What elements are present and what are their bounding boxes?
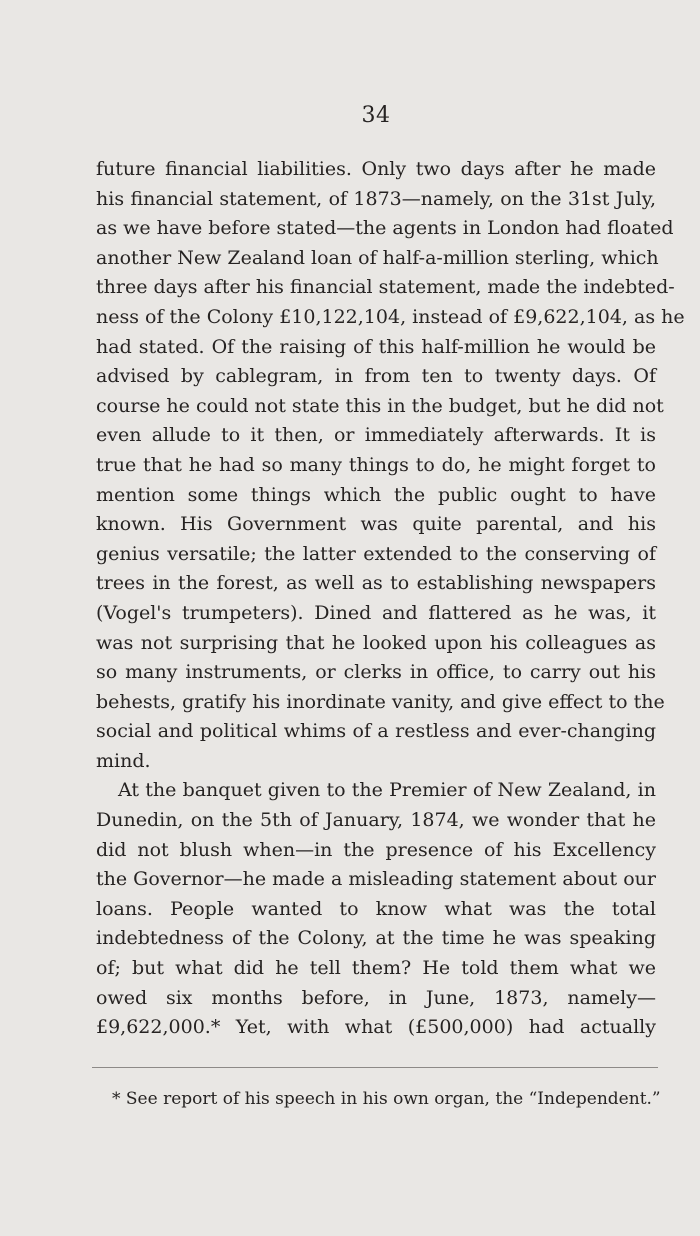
text-line: ness of the Colony £10,122,104, instead of £9,622,104, as he xyxy=(96,305,685,328)
text-line: had stated. Of the raising of this half-million he would be xyxy=(96,335,656,358)
text-line: social and political whims of a restless and ever-changing xyxy=(96,720,656,743)
text-line: owed six months before, in June, 1873, namely— xyxy=(96,986,656,1009)
body-text xyxy=(96,155,685,1043)
text-line: mind. xyxy=(96,749,151,772)
text-line: another New Zealand loan of half-a-million sterling, which xyxy=(96,246,659,269)
page-number: 34 xyxy=(361,103,391,128)
text-line: so many instruments, or clerks in office, to carry out his xyxy=(96,661,656,684)
text-line: the Governor—he made a misleading statement about our xyxy=(96,868,656,891)
text-line: mention some things which the public ought to have xyxy=(96,483,656,506)
text-line: Dunedin, on the 5th of January, 1874, we wonder that he xyxy=(96,809,656,832)
text-line: £9,622,000.* Yet, with what (£500,000) had actually xyxy=(96,1016,656,1039)
text-line: course he could not state this in the budget, but he did not xyxy=(96,394,664,417)
footnote: * See report of his speech in his own organ, the “Independent.” xyxy=(112,1089,661,1109)
text-line: of; but what did he tell them? He told them what we xyxy=(96,957,656,980)
text-line: three days after his financial statement, made the indebted- xyxy=(96,276,675,299)
text-line: behests, gratify his inordinate vanity, and give effect to the xyxy=(96,690,665,713)
text-line: loans. People wanted to know what was the total xyxy=(96,897,656,920)
text-line: true that he had so many things to do, he might forget to xyxy=(96,453,656,476)
text-line: known. His Government was quite parental, and his xyxy=(96,513,656,536)
text-line: even allude to it then, or immediately afterwards. It is xyxy=(96,424,656,447)
text-line: genius versatile; the latter extended to the conserving of xyxy=(96,542,656,565)
footnote-divider xyxy=(92,1067,658,1068)
text-line: trees in the forest, as well as to establishing newspapers xyxy=(96,572,656,595)
text-line: was not surprising that he looked upon his colleagues as xyxy=(96,631,656,654)
text-line: as we have before stated—the agents in London had floated xyxy=(96,217,674,240)
text-line: indebtedness of the Colony, at the time he was speaking xyxy=(96,927,656,950)
text-line: (Vogel's trumpeters). Dined and flattered as he was, it xyxy=(96,601,656,624)
text-line: did not blush when—in the presence of his Excellency xyxy=(96,838,656,861)
text-line: his financial statement, of 1873—namely, on the 31st July, xyxy=(96,187,656,210)
text-line: future financial liabilities. Only two days after he made xyxy=(96,158,656,180)
paragraph-start-line: At the banquet given to the Premier of New Zealand, in xyxy=(118,779,656,802)
text-line: advised by cablegram, in from ten to twenty days. Of xyxy=(96,365,656,388)
